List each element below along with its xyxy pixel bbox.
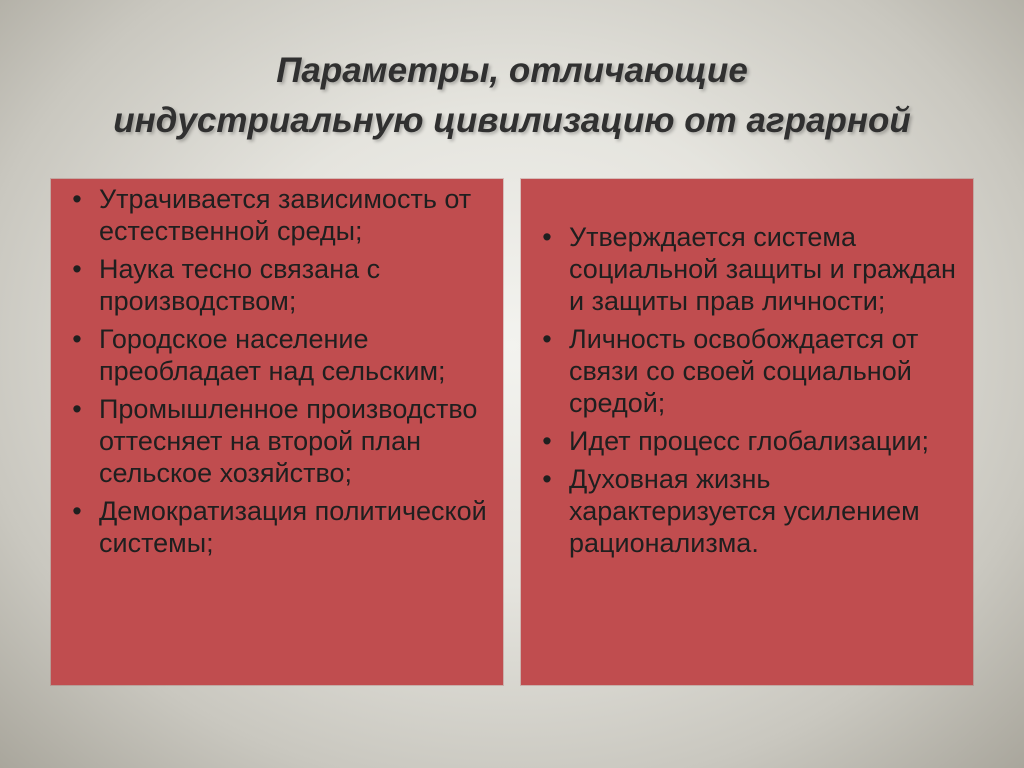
right-bullet-list: [537, 221, 965, 559]
list-item-text: Идет процесс глобализации;: [569, 426, 930, 456]
list-item-text: Наука тесно связана с производством;: [99, 254, 381, 316]
bullet-icon: •: [72, 184, 82, 214]
list-item: [537, 463, 965, 559]
list-item-text: Личность освобождается от связи со своей социальной средой;: [569, 324, 919, 418]
left-bullet-list: [67, 183, 495, 559]
bullet-icon: •: [542, 324, 552, 354]
left-panel: [51, 179, 503, 685]
right-panel: [521, 179, 973, 685]
list-item-text: Городское население преобладает над сельским;: [99, 324, 446, 386]
list-item-text: Утрачивается зависимость от естественной среды;: [99, 184, 472, 246]
list-item-text: Духовная жизнь характеризуется усилением рационализма.: [569, 464, 920, 558]
list-item: [67, 183, 495, 247]
bullet-icon: •: [542, 464, 552, 494]
bullet-icon: •: [72, 496, 82, 526]
list-item: [537, 221, 965, 317]
bullet-icon: •: [72, 254, 82, 284]
bullet-icon: •: [542, 426, 552, 456]
list-item-text: Демократизация политической системы;: [99, 496, 487, 558]
slide-title: [0, 46, 1024, 146]
list-item: [67, 253, 495, 317]
list-item: [67, 495, 495, 559]
bullet-icon: •: [72, 324, 82, 354]
slide-title-line-2: индустриальную цивилизацию от аграрной: [113, 101, 911, 140]
bullet-icon: •: [542, 222, 552, 252]
list-item-text: Промышленное производство оттесняет на второй план сельское хозяйство;: [99, 394, 478, 488]
list-item: [67, 323, 495, 387]
slide-title-line-1: Параметры, отличающие: [276, 51, 748, 90]
list-item: [67, 393, 495, 489]
bullet-icon: •: [72, 394, 82, 424]
list-item: [537, 323, 965, 419]
list-item: [537, 425, 965, 457]
list-item-text: Утверждается система социальной защиты и граждан и защиты прав личности;: [569, 222, 956, 316]
